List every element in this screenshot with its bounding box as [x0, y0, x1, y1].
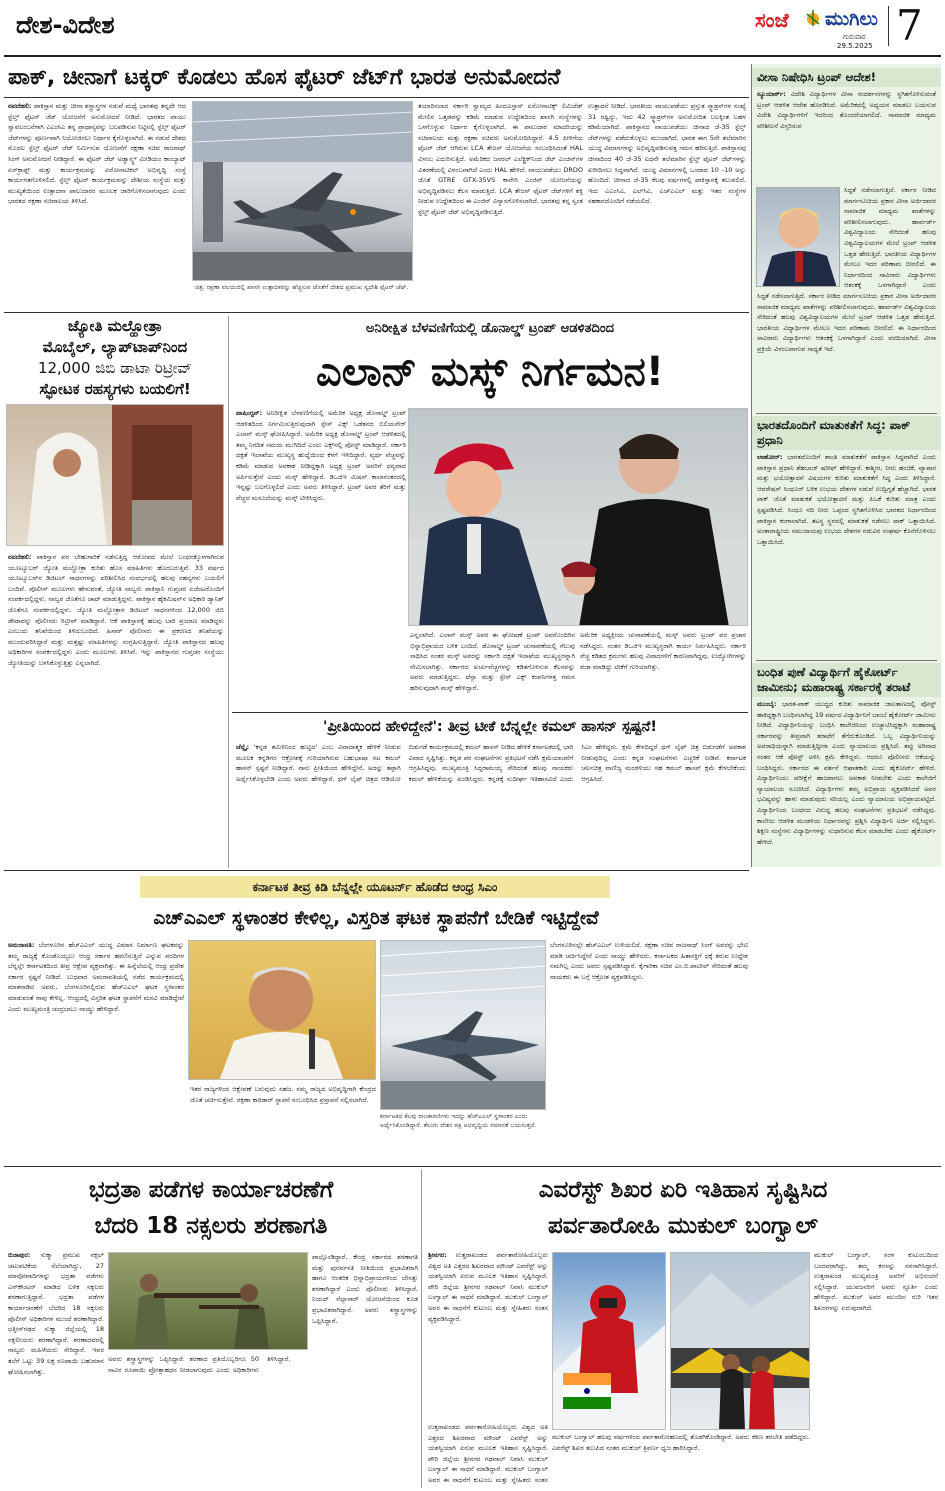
story1-dateline: ನವದೆಹಲಿ:	[8, 102, 32, 110]
story7-body-col1: ಶ್ರೀನಗರ: ಉತ್ತರಾಖಂಡದ ಪರ್ವತಾರೋಹಿಯೊಬ್ಬರು ವಿಶ್ವದ ಅತಿ ಎತ್ತರದ ಶಿಖರವಾದ ಮೌಂಟ್ ಎವರೆಸ್ಟ್ ಅನ್ನು ಯಶಸ್ವಿಯಾಗಿ ಏರುವ ಮೂಲಕ ಇತಿಹಾಸ ಸೃಷ್ಟಿಸಿದ್ದಾರೆ. ಪೌರಿ ಜಿಲ್ಲೆಯ ಶ್ರೀನಗರ ಗಢವಾಲ್ ನಿವಾಸಿ ಮುಕುಲ್ ಬಂಗ್ವಾಲ್ ಈ ಸಾಧನೆ ಮಾಡಿದ್ದಾರೆ. ಮುಕುಲ್ ಬಂಗ್ವಾಲ್ ಅವರ ಈ ಸಾಧನೆಗೆ ಕುಟುಂಬ ಮತ್ತು ಸ್ನೇಹಿತರು ಸಂತಸ ವ್ಯಕ್ತಪಡಿಸಿದ್ದಾರೆ.	[428, 1251, 548, 1323]
trump-portrait-icon	[757, 188, 840, 287]
story3-kicker: ಅನಿರೀಕ್ಷಿತ ಬೆಳವಣಿಗೆಯಲ್ಲಿ ಡೊನಾಲ್ಡ್ ಟ್ರಂಪ್ ಆಡಳಿತದಿಂದ	[365, 321, 615, 336]
section-label: ದೇಶ-ವಿದೇಶ	[16, 11, 115, 39]
jyothi-photo	[6, 404, 224, 546]
story5-body-col3: ಬೆಂಗಳೂರಿನಲ್ಲೇ ಹೆಚ್‌ಎಎಲ್ ಉಳಿಯಲಿದೆ. ರಕ್ಷಣಾ ಸಚಿವ ರಾಜನಾಥ್ ಸಿಂಗ್ ಅವರನ್ನು ಭೇಟಿ ಮಾಡಿ ಚರ್ಚಿಸಿದ್ದೇನೆ ಎಂದು ನಾಯ್ಡು ಹೇಳಿದರು. ಕರ್ನಾಟಕದ ಹಿತಾಸಕ್ತಿಗೆ ಧಕ್ಕೆ ತರುವ ಉದ್ದೇಶ ನಮಗಿಲ್ಲ ಎಂದು ಅವರು ಸ್ಪಷ್ಟಪಡಿಸಿದ್ದಾರೆ. ಕೈಗಾರಿಕಾ ಸಚಿವ ಎಂ.ಬಿ.ಪಾಟೀಲ್ ಸೇರಿದಂತೆ ಹಲವು ನಾಯಕರು ಈ ಬಗ್ಗೆ ಆಕ್ರೋಶ ವ್ಯಕ್ತಪಡಿಸಿದ್ದರು.	[550, 941, 748, 981]
story2-body: ನವದೆಹಲಿ: ಪಾಕಿಸ್ತಾನ ಪರ ಬೇಹುಗಾರಿಕೆ ನಡೆಸುತ್ತಿದ್ದ ಆರೋಪದ ಮೇಲೆ ಬಂಧನಕ್ಕೊಳಗಾಗಿರುವ ಯೂಟ್ಯೂಬರ್ ಜ್ಯೋತಿ ಮಲ್ಹೋತ್ರಾ ಕುರಿತು ಹೊಸ ಮಾಹಿತಿಗಳು ಹೊರಬರುತ್ತಿವೆ. 33 ವರ್ಷದ ಯೂಟ್ಯೂಬರ್‌ನ ಡಿಜಿಟಲ್ ಸಾಧನಗಳನ್ನು ಪರಿಶೀಲಿಸಿದ ಸಂದರ್ಭದಲ್ಲಿ ಹಲವು ರಹಸ್ಯಗಳು ಬಯಲಿಗೆ ಬಂದಿವೆ. ಪೊಲೀಸ್ ಮೂಲಗಳು ಹೇಳುವಂತೆ, ಜ್ಯೋತಿ ನಾಲ್ವರು ಪಾಕಿಸ್ತಾನಿ ಗುಪ್ತಚರ ಏಜೆಂಟರೊಂದಿಗೆ ಸಂಪರ್ಕದಲ್ಲಿದ್ದಳು. ನಾಲ್ವರ ಜೊತೆಗೂ ಚಾಟ್ ಮಾಡುತ್ತಿದ್ದಳು. ಪಾಕಿಸ್ತಾನ ಹೈಕಮಿಷನ್‌ನ ಅಧಿಕಾರಿ ಡ್ಯಾನಿಶ್ ಜೊತೆಗೂ ಸಂಪರ್ಕದಲ್ಲಿದ್ದಳು. ಜ್ಯೋತಿ ಮಲ್ಹೋತ್ರಾಳ ಡಿಜಿಟಲ್ ಸಾಧನಗಳಿಂದ 12,000 ಜಿಬಿ ಡೇಟಾವನ್ನು ಪೊಲೀಸರು ರಿಟ್ರೀವ್ ಮಾಡಿದ್ದಾರೆ. ಆಕೆ ಪಾಕಿಸ್ತಾನಕ್ಕೆ ಹಲವು ಬಾರಿ ಪ್ರಯಾಣ ಮಾಡಿದ್ದಳು ಎಂಬುದು ತನಿಖೆಯಿಂದ ತಿಳಿದುಬಂದಿದೆ. ಹಿಸಾರ್ ಪೊಲೀಸರು ಈ ಪ್ರಕರಣದ ತನಿಖೆಯನ್ನು ಮುಂದುವರಿಸಿದ್ದಾರೆ ಮತ್ತು ಮತ್ತಷ್ಟು ಮಾಹಿತಿಗಳನ್ನು ಸಂಗ್ರಹಿಸುತ್ತಿದ್ದಾರೆ. ಜ್ಯೋತಿ ಪಾಕಿಸ್ತಾನದ ಹಲವು ಅಧಿಕಾರಿಗಳ ಸಂಪರ್ಕದಲ್ಲಿದ್ದಳು ಎಂದು ಮೂಲಗಳು ತಿಳಿಸಿವೆ. ಇನ್ನು ಪಾಕಿಸ್ತಾನದ ಗುಪ್ತಚರ ಸಂಸ್ಥೆಯು ಜ್ಯೋತಿಯನ್ನು ಬಳಸಿಕೊಳ್ಳುತ್ತಿತ್ತು ಎನ್ನಲಾಗಿದೆ.	[8, 553, 224, 667]
hal-jet-icon	[381, 941, 546, 1110]
fighter-jet-photo	[192, 101, 413, 281]
story5-headline: ಎಚ್‌ಎಎಲ್ ಸ್ಥಳಾಂತರ ಕೇಳಿಲ್ಲ, ವಿಸ್ತರಿತ ಘಟಕ ಸ್ಥಾಪನೆಗೆ ಬೇಡಿಕೆ ಇಟ್ಟಿದ್ದೇವೆ	[153, 908, 599, 929]
story1-body-col3: ಉತ್ಪಾದನೆ ನೀಡಿದೆ. ಭಾರತೀಯ ವಾಯುಪಡೆಯು ಪ್ರಸ್ತುತ ಸ್ಕ್ವಾಡ್ರನ್‌ಗಳ ಸಂಖ್ಯೆ 31 ರಷ್ಟಿದ್ದು, ಇದು 42 ಸ್ಕ್ವಾಡ್ರನ್‌ಗಳ ಅನುಮೋದಿತ ಬಲಕ್ಕಿಂತ ಬಹಳ ಕಡಿಮೆಯಾಗಿದೆ. ಪಾಕಿಸ್ತಾನದ ವಾಯುಪಡೆಯು ಚೀನಾದ ಜೆ-35 ಸ್ಟೆಲ್ತ್ ಜೆಟ್‌ಗಳನ್ನು ಪಡೆದುಕೊಳ್ಳಲು ಮುಂದಾಗಿದೆ. ಭಾರತ ಈಗ 5ನೇ ತಲೆಮಾರಿನ ಯುದ್ಧ ವಿಮಾನಗಳನ್ನು ಅಭಿವೃದ್ಧಿಪಡಿಸುವತ್ತ ಗಮನ ಹರಿಸುತ್ತಿದೆ. ಪಾಕಿಸ್ತಾನವು ಚೀನಾದಿಂದ 40 ಜೆ-35 ಐದನೇ ತಲೆಮಾರಿನ ಸ್ಟೆಲ್ತ್ ಫೈಟರ್ ಜೆಟ್‌ಗಳನ್ನು ಖರೀದಿಸಲು ಸಿದ್ಧವಾಗಿದೆ. ಯುದ್ಧ ವಿಮಾನಗಳಲ್ಲಿ ಒಂದಾದ 10 -10 ಅನ್ನು ಹೊಂದಿದೆ. ಚೀನಾದ ಜೆ-35 ಕೆಲವು ವರ್ಷಗಳಲ್ಲಿ ಪಾಕಿಸ್ತಾನಕ್ಕೆ ತಲುಪಲಿದೆ. ಇದು ಎಎಂಸಿಎ, ಎಲ್‌ಸಿಎ, ಎಚ್‌ಎಎಲ್ ಮತ್ತು ಇತರ ಸಂಸ್ಥೆಗಳ ಸಹಕಾರದೊಂದಿಗೆ ನಡೆಯಲಿದೆ.	[588, 102, 746, 206]
sidebar-item3-body: ಮುಂಬೈ: ಭಾರತ-ಪಾಕ್ ಯುದ್ಧದ ಕುರಿತು ಸಾಮಾಜಿಕ ಜಾಲತಾಣದಲ್ಲಿ ಪೋಸ್ಟ್ ಹಾಕಿದ್ದಕ್ಕಾಗಿ ಬಂಧಿಸಲಾಗಿದ್ದ 19 ವರ್ಷದ ವಿದ್ಯಾರ್ಥಿನಿಗೆ ಬಾಂಬೆ ಹೈಕೋರ್ಟ್ ಜಾಮೀನು ನೀಡಿದೆ. ವಿದ್ಯಾರ್ಥಿನಿಯನ್ನು ಬಂಧಿಸಿ ಕಾಲೇಜಿನಿಂದ ಉಚ್ಚಾಟಿಸಿದ್ದಕ್ಕಾಗಿ ಮಹಾರಾಷ್ಟ್ರ ಸರ್ಕಾರವನ್ನು ತೀವ್ರವಾಗಿ ತರಾಟೆಗೆ ತೆಗೆದುಕೊಂಡಿದೆ. ಒಬ್ಬ ವಿದ್ಯಾರ್ಥಿನಿಯನ್ನು ಅಪರಾಧಿಯನ್ನಾಗಿ ಮಾಡುತ್ತಿದ್ದೀರಾ ಎಂದು ನ್ಯಾಯಾಲಯ ಪ್ರಶ್ನಿಸಿದೆ. ತಪ್ಪು ಅರಿವಾದ ನಂತರ ಆಕೆ ಪೋಸ್ಟ್ ಅಳಿಸಿ ಕ್ಷಮೆ ಕೇಳಿದ್ದಳು. ಆದರೂ ಪೊಲೀಸರು ಆಕೆಯನ್ನು ಬಂಧಿಸಿದ್ದರು. ಸರ್ಕಾರದ ಈ ವರ್ತನೆ ಆಘಾತಕಾರಿ ಎಂದು ಹೈಕೋರ್ಟ್ ಹೇಳಿದೆ. ವಿದ್ಯಾರ್ಥಿನಿಯು ಪರೀಕ್ಷೆಗೆ ಹಾಜರಾಗಲು ಅವಕಾಶ ನೀಡಬೇಕು ಎಂದು ಕಾಲೇಜಿಗೆ ನ್ಯಾಯಾಲಯ ಸೂಚಿಸಿದೆ. ವಿದ್ಯಾರ್ಥಿಗಳು ತಮ್ಮ ಅಭಿಪ್ರಾಯ ವ್ಯಕ್ತಪಡಿಸಿದರೆ ಅವರ ಭವಿಷ್ಯವನ್ನು ಹಾಳು ಮಾಡುವುದು ಸರಿಯಲ್ಲ ಎಂದು ನ್ಯಾಯಾಲಯ ಅಭಿಪ್ರಾಯಪಟ್ಟಿದೆ. ವಿದ್ಯಾರ್ಥಿನಿಯ ಬಂಧನದ ವಿರುದ್ಧ ಹಲವು ಸಂಘಟನೆಗಳು ಪ್ರತಿಭಟನೆ ನಡೆಸಿದ್ದವು. ಕಾಲೇಜು ಆಡಳಿತ ಮಂಡಳಿಯ ನಿರ್ಧಾರವನ್ನು ಪ್ರಶ್ನಿಸಿ ವಿದ್ಯಾರ್ಥಿನಿ ಅರ್ಜಿ ಸಲ್ಲಿಸಿದ್ದಳು. ಶಿಕ್ಷಣ ಸಂಸ್ಥೆಗಳು ವಿದ್ಯಾರ್ಥಿಗಳನ್ನು ಸುಧಾರಿಸುವ ಕೆಲಸ ಮಾಡಬೇಕು ಎಂದು ಹೈಕೋರ್ಟ್ ಹೇಳಿದೆ.	[757, 700, 936, 846]
trump-photo	[756, 187, 840, 287]
sidebar-item2-headline: ಭಾರತದೊಂದಿಗೆ ಮಾತುಕತೆಗೆ ಸಿದ್ಧ: ಪಾಕ್ ಪ್ರಧಾನಿ	[752, 416, 941, 450]
sidebar-item1-body: ನ್ಯೂಯಾರ್ಕ್: ವಿದೇಶಿ ವಿದ್ಯಾರ್ಥಿಗಳ ವೀಸಾ ಸಂದರ್ಶನಗಳನ್ನು ಸ್ಥಗಿತಗೊಳಿಸುವಂತೆ ಟ್ರಂಪ್ ಆಡಳಿತ ಆದೇಶ ಹೊರಡಿಸಿದೆ. ಅಮೆರಿಕದಲ್ಲಿ ಅಧ್ಯಯನ ಮಾಡಲು ಬಯಸುವ ವಿದೇಶಿ ವಿದ್ಯಾರ್ಥಿಗಳಿಗೆ ಇದರಿಂದ ತೊಂದರೆಯಾಗಲಿದೆ. ಸಾಮಾಜಿಕ ಮಾಧ್ಯಮ ಪರಿಶೀಲನೆ ವಿಸ್ತರಿಸುವ	[757, 90, 936, 130]
story1-body-col2: ತಯಾರಿಸಲಾದ ಸರ್ಕಾರಿ ಸ್ವಾಮ್ಯದ ಹಿಂದೂಸ್ತಾನ್ ಏರೋನಾಟಿಕ್ಸ್ ಲಿಮಿಟೆಡ್ ಮೇಲಿನ ಒತ್ತಡವನ್ನು ಕಡಿಮೆ ಮಾಡುವ ಉದ್ದೇಶದಿಂದ ಖಾಸಗಿ ಸಂಸ್ಥೆಗಳನ್ನು ಒಳಗೊಳ್ಳುವ ನಿರ್ಧಾರ ಕೈಗೊಳ್ಳಲಾಗಿದೆ. ಈ ಪಾಲುದಾರ ಮಾದರಿಯನ್ನು ಸಚಿವಾಲಯ ಮತ್ತು ರಕ್ಷಣಾ ಸಚಿವರು ಅನುಮೋದಿಸಿದ್ದಾರೆ. 4.5 ಪೀಳಿಗೆಯ ಫೈಟರ್ ಜೆಟ್ ಆಗಿರುವ LCA ತೇಜಸ್ ಯೋಜನೆಯ ಸಂಬಂಧಿಸಿದಂತೆ HAL ವಿಳಂಬ ಎದುರಿಸುತ್ತಿದೆ. ಅಮೆರಿಕದ ಜನರಲ್ ಎಲೆಕ್ಟ್ರಿಕ್‌ನಿಂದ ಜೆಟ್ ಎಂಜಿನ್‌ಗಳ ವಿತರಣೆಯಲ್ಲಿ ವಿಳಂಬವಾಗಿದೆ ಎಂದು HAL ಹೇಳಿದೆ. ವಾಯುಪಡೆಯು DRDO ಜೊತೆ GTRE GTX-35VS ಕಾವೇರಿ ಎಂಜಿನ್ ಯೋಜನೆಯನ್ನು ಅಭಿವೃದ್ಧಿಪಡಿಸಲು ಕೆಲಸ ಮಾಡುತ್ತಿದೆ. LCA ತೇಜಸ್ ಫೈಟರ್ ಜೆಟ್‌ಗಳಿಗೆ ಶಕ್ತಿ ನೀಡುವ ಉದ್ದೇಶದಿಂದ ಈ ಎಂಜಿನ್ ವಿನ್ಯಾಸಗೊಳಿಸಲಾಗಿದೆ. ಭಾರತವು ತನ್ನ ಸ್ವಂತ ಸ್ಟೆಲ್ತ್ ಫೈಟರ್ ಜೆಟ್ ಅಭಿವೃದ್ಧಿಪಡಿಸುತ್ತಿದೆ.	[418, 102, 583, 216]
story3-body-col2: ಎನ್ನಲಾಗಿದೆ. ಎಲಾನ್ ಮಸ್ಕ್ ಅವರ ಈ ಘೋಷಣೆ ಟ್ರಂಪ್ ಅವರೊಂದಿಗಿನ ಭಿನ್ನಾಭಿಪ್ರಾಯದ ಬಳಿಕ ಬಂದಿದೆ. ಡೊನಾಲ್ಡ್ ಟ್ರಂಪ್ ಚುನಾವಣೆಯಲ್ಲಿ ಗೆಲುವು ಸಾಧಿಸಿದ ನಂತರ ಮಸ್ಕ್ ಅವರನ್ನು ಸರ್ಕಾರಿ ದಕ್ಷತೆ ಇಲಾಖೆಯ ಮುಖ್ಯಸ್ಥರನ್ನಾಗಿ ನೇಮಿಸಲಾಗಿತ್ತು. ಸರ್ಕಾರದ ಖರ್ಚುವೆಚ್ಚಗಳನ್ನು ಕಡಿತಗೊಳಿಸುವ ಕೆಲಸವನ್ನು ಅವರು ಮಾಡುತ್ತಿದ್ದರು. ಟೆಸ್ಲಾ ಮತ್ತು ಸ್ಪೇಸ್ ಎಕ್ಸ್ ಕಂಪನಿಗಳತ್ತ ಗಮನ ಹರಿಸುವುದಾಗಿ ಮಸ್ಕ್ ಹೇಳಿದ್ದಾರೆ.	[410, 631, 575, 692]
chandrababu-photo	[188, 940, 376, 1080]
story4-body: ಚೆನ್ನೈ: 'ಕನ್ನಡ ತಮಿಳಿನಿಂದ ಹುಟ್ಟಿದ' ಎಂಬ ವಿವಾದಾತ್ಮಕ ಹೇಳಿಕೆ ನೀಡುವ ಮೂಲಕ ಕನ್ನಡಿಗರ ಆಕ್ರೋಶಕ್ಕೆ ಗುರಿಯಾಗಿರುವ ಬಹುಭಾಷಾ ನಟ ಕಮಲ್ ಹಾಸನ್ ಸ್ಪಷ್ಟನೆ ನೀಡಿದ್ದಾರೆ. ನಾನು ಪ್ರೀತಿಯಿಂದ ಹೇಳಿದ್ದೇನೆ, ಅದನ್ನು ತಪ್ಪಾಗಿ ಅರ್ಥೈಸಿಕೊಳ್ಳಬೇಡಿ ಎಂದು ಅವರು ಹೇಳಿದ್ದಾರೆ. ಥಗ್ ಲೈಫ್ ಚಿತ್ರದ ಆಡಿಯೋ ಬಿಡುಗಡೆ ಕಾರ್ಯಕ್ರಮದಲ್ಲಿ ಕಮಲ್ ಹಾಸನ್ ನೀಡಿದ ಹೇಳಿಕೆ ಕರ್ನಾಟಕದಲ್ಲಿ ಭಾರಿ ವಿವಾದ ಸೃಷ್ಟಿಸಿತ್ತು. ಕನ್ನಡ ಪರ ಸಂಘಟನೆಗಳು ಪ್ರತಿಭಟನೆ ನಡೆಸಿ ಕ್ಷಮೆಯಾಚನೆಗೆ ಆಗ್ರಹಿಸಿದ್ದವು. ಮುಖ್ಯಮಂತ್ರಿ ಸಿದ್ದರಾಮಯ್ಯ ಸೇರಿದಂತೆ ಹಲವು ನಾಯಕರು ಕಮಲ್ ಹೇಳಿಕೆಯನ್ನು ಖಂಡಿಸಿದ್ದರು. ಕನ್ನಡಕ್ಕೆ ಸುದೀರ್ಘ ಇತಿಹಾಸವಿದೆ ಎಂದು ಸಿಎಂ ಹೇಳಿದ್ದರು. ಕ್ಷಮೆ ಕೇಳದಿದ್ದರೆ ಥಗ್ ಲೈಫ್ ಚಿತ್ರ ಬಿಡುಗಡೆಗೆ ಅವಕಾಶ ನೀಡುವುದಿಲ್ಲ ಎಂದು ಕನ್ನಡ ಸಂಘಟನೆಗಳು ಎಚ್ಚರಿಕೆ ನೀಡಿವೆ. ಕರ್ನಾಟಕ ಚಲನಚಿತ್ರ ವಾಣಿಜ್ಯ ಮಂಡಳಿಯು ಸಹ ಕಮಲ್ ಹಾಸನ್ ಕ್ಷಮೆ ಕೇಳಬೇಕೆಂದು ಆಗ್ರಹಿಸಿದೆ.	[236, 743, 746, 783]
story1-photo-caption: ಚಿತ್ರ: ರಕ್ಷಣಾ ವಲಯದಲ್ಲಿ ಖಾಸಗಿ ಉತ್ಪಾದಕರನ್ನು ಹೆಚ್ಚಿಸುವ ಜೊತೆಗೆ ದೇಶದ ಪ್ರಮುಖ ಸ್ವದೇಶಿ ಫೈಟರ್ ಜೆಟ್.	[195, 284, 409, 291]
trump-musk-photo	[408, 408, 748, 626]
soldiers-icon	[109, 1253, 308, 1350]
hal-jet-photo	[380, 940, 546, 1110]
story1-body-col1: ನವದೆಹಲಿ: ಪಾಕಿಸ್ತಾನ ಮತ್ತು ಚೀನಾ ಶಸ್ತ್ರಾಸ್ತ್ರಗಳ ನಡುವೆ ಮಧ್ಯೆ ಭಾರತವು ತನ್ನದೇ ಆದ ಸ್ಟೆಲ್ತ್ ಫೈಟರ್ ಜೆಟ್ ಯೋಜನೆಗೆ ಅನುಮೋದನೆ ನೀಡಿದೆ. ಭಾರತದ ವಾಯು ಸ್ವಾವಲಂಬನೆಗಾಗಿ ಎಎಂಸಿಎ ತನ್ನ ಪ್ರಾಥಾನ್ಯವನ್ನು ಬಲಪಡಿಸುವ ನಿಟ್ಟಿನಲ್ಲಿ ಸ್ಟೆಲ್ತ್ ಫೈಟರ್ ಜೆಟ್‌ಗಳನ್ನು ಪೂರ್ಣವಾಗಿ ನಿಯೋಜಿಸಲು ನಿರ್ಧಾರ ಕೈಗೊಳ್ಳಲಾಗಿದೆ. ಈ ನಡುವೆ ದೇಶದ ಮೊದಲ ಸ್ಟೆಲ್ತ್ ಫೈಟರ್ ಜೆಟ್ ನಿರ್ಮಿಸುವ ಯೋಜನೆಗೆ ರಕ್ಷಣಾ ಸಚಿವ ರಾಜನಾಥ್ ಸಿಂಗ್ ಅನುಮೋದನೆ ನೀಡಿದ್ದಾರೆ. ಈ ಫೈಟರ್ ಜೆಟ್ ಅಡ್ವಾನ್ಸ್ಡ್ ಮೀಡಿಯಂ ಕಾಂಬ್ಯಾಟ್ ಏರ್‌ಕ್ರಾಫ್ಟ್ ಮತ್ತು ಕಾರ್ಯಕ್ರಮವನ್ನು ಏರೋನಾಟಿಕಲ್ ಅಭಿವೃದ್ಧಿ ಸಂಸ್ಥೆ ಕಾರ್ಯಗತಗೊಳಿಸಲಿದೆ. ಸ್ಟೆಲ್ತ್ ಫೈಟರ್ ಕಾರ್ಯಕ್ರಮವನ್ನು ದೇಶೀಯ ಸಂಸ್ಥೆಯ ಮತ್ತು ಮುಖ್ಯತೆಯಿಂದ ಉತ್ಪಾದನಾ ಪಾಲುದಾರರ ಮೂಲಕ ಜಾರಿಗೊಳಿಸಲಾಗುವುದು ಎಂದು ಭಾರತದ ರಕ್ಷಣಾ ಸಚಿವಾಲಯ ತಿಳಿಸಿದೆ.	[8, 102, 186, 206]
sidebar-item1-body-cont: ಸಿದ್ಧತೆ ನಡೆಸಲಾಗುತ್ತಿದೆ. ಸರ್ಕಾರ ನೀಡಿದ ಮಾರ್ಗಸೂಚಿಯ ಪ್ರಕಾರ ವೀಸಾ ಅರ್ಜಿದಾರರ ಸಾಮಾಜಿಕ ಮಾಧ್ಯಮ ಖಾತೆಗಳನ್ನು ಪರಿಶೀಲಿಸಲಾಗುವುದು. ಹಾರ್ವರ್ಡ್ ವಿಶ್ವವಿದ್ಯಾಲಯ ಸೇರಿದಂತೆ ಹಲವು ವಿಶ್ವವಿದ್ಯಾಲಯಗಳ ಮೇಲೆ ಟ್ರಂಪ್ ಆಡಳಿತ ಒತ್ತಡ ಹೇರುತ್ತಿದೆ. ಭಾರತೀಯ ವಿದ್ಯಾರ್ಥಿಗಳ ಮೇಲೂ ಇದರ ಪರಿಣಾಮ ಬೀರಲಿದೆ. ಈ ನಿರ್ಧಾರದಿಂದ ಸಾವಿರಾರು ವಿದ್ಯಾರ್ಥಿಗಳು ಆತಂಕಕ್ಕೆ ಒಳಗಾಗಿದ್ದಾರೆ ಎಂದು ವರದಿಯಾಗಿದೆ. ವೀಸಾ ಪ್ರಕ್ರಿಯೆ ವಿಳಂಬವಾಗುವ ಸಾಧ್ಯತೆ ಇದೆ.	[757, 292, 936, 353]
story3-headline: ಎಲಾನ್ ಮಸ್ಕ್ ನಿರ್ಗಮನ!	[316, 349, 664, 395]
story7-headline: ಎವರೆಸ್ಟ್ ಶಿಖರ ಏರಿ ಇತಿಹಾಸ ಸೃಷ್ಟಿಸಿದ ಪರ್ವತಾರೋಹಿ ಮುಕುಲ್ ಬಂಗ್ವಾಲ್	[538, 1177, 828, 1239]
story7-body-col2: ಮುಕುಲ್ ಬಂಗ್ವಾಲ್ ಹಲವು ವರ್ಷಗಳಿಂದ ಪರ್ವತಾರೋಹಣದಲ್ಲಿ ತೊಡಗಿಕೊಂಡಿದ್ದಾರೆ. ಅವರು ಕಠಿಣ ತರಬೇತಿ ಪಡೆದಿದ್ದರು. ಎವರೆಸ್ಟ್ ಶಿಖರ ತಲುಪಿದ ನಂತರ ಮುಕುಲ್ ತ್ರಿವರ್ಣ ಧ್ವಜ ಹಾರಿಸಿದ್ದಾರೆ.	[552, 1433, 810, 1452]
story4-headline: 'ಪ್ರೀತಿಯಿಂದ ಹೇಳಿದ್ದೇನೆ': ತೀವ್ರ ಟೀಕೆ ಬೆನ್ನಲ್ಲೇ ಕಮಲ್ ಹಾಸನ್ ಸ್ಪಷ್ಟನೆ!	[323, 719, 657, 735]
story3-body-col1: ವಾಷಿಂಗ್ಟನ್: ಅನಿರೀಕ್ಷಿತ ಬೆಳವಣಿಗೆಯಲ್ಲಿ ಅಮೆರಿಕ ಅಧ್ಯಕ್ಷ ಡೊನಾಲ್ಡ್ ಟ್ರಂಪ್ ಆಡಳಿತದಿಂದ ನಿರ್ಗಮಿಸುತ್ತಿರುವುದಾಗಿ ಸ್ಪೇಸ್ ಎಕ್ಸ್ ಒಡೆತನದ ಬಿಲಿಯನೇರ್ ಎಲಾನ್ ಮಸ್ಕ್ ಘೋಷಿಸಿದ್ದಾರೆ. ಅಮೆರಿಕ ಅಧ್ಯಕ್ಷ ಡೊನಾಲ್ಡ್ ಟ್ರಂಪ್ ಆಡಳಿತದಲ್ಲಿ ತಮ್ಮ ನಿಗದಿತ ಸಮಯ ಮುಗಿದಿದೆ ಎಂದು ಎಕ್ಸ್‌ನಲ್ಲಿ ಪೋಸ್ಟ್ ಮಾಡಿದ್ದಾರೆ. ಸರ್ಕಾರಿ ದಕ್ಷತೆ ಇಲಾಖೆಯ ಮುಖ್ಯಸ್ಥ ಹುದ್ದೆಯಿಂದ ಕೆಳಗೆ ಇಳಿದಿದ್ದಾರೆ. ವ್ಯರ್ಥ ವೆಚ್ಚವನ್ನು ಕಡಿಮೆ ಮಾಡುವ ಅವಕಾಶ ನೀಡಿದ್ದಕ್ಕಾಗಿ ಅಧ್ಯಕ್ಷ ಟ್ರಂಪ್ ಅವರಿಗೆ ಧನ್ಯವಾದ ಅರ್ಪಿಸುತ್ತೇನೆ ಎಂದು ಮಸ್ಕ್ ಹೇಳಿದ್ದಾರೆ. ಡಿಒಜಿಇ ಮಿಷನ್ ಕಾಲಾನಂತರದಲ್ಲಿ ಇನ್ನಷ್ಟು ಬಲಗೊಳ್ಳಲಿದೆ ಎಂದು ಅವರು ತಿಳಿಸಿದ್ದಾರೆ. ಟ್ರಂಪ್ ಅವರ ತೆರಿಗೆ ಮತ್ತು ವೆಚ್ಚದ ಮಸೂದೆಯನ್ನು ಮಸ್ಕ್ ಟೀಕಿಸಿದ್ದರು.	[236, 409, 406, 502]
everest-camp-photo	[670, 1252, 810, 1430]
story5-photo-caption: ಕರ್ನಾಟಕದ ಕೆಲವು ರಾಜಕಾರಣಿಗಳು ಇದನ್ನು ಹೆಚ್‌ಎಎಲ್ ಸ್ಥಳಾಂತರ ಎಂದು ಅರ್ಥೈಸಿಕೊಂಡಿದ್ದಾರೆ. ತೆಲುಗು ದೇಶಂ ಪಕ್ಷ ಅಭಿವೃದ್ಧಿಯ ಸಮಾನತೆ ಬಯಸುತ್ತದೆ.	[380, 1113, 537, 1129]
issue-date: 29.5.2025	[837, 42, 873, 50]
naxal-photo	[108, 1252, 308, 1350]
story5-body-col1: ಅಮರಾವತಿ: ಬೆಂಗಳೂರಿನ ಹೆಚ್‌ಎಎಲ್ ಯುದ್ಧ ವಿಮಾನ ನಿರ್ಮಾಣ ಘಟಕವನ್ನು ತಮ್ಮ ರಾಜ್ಯಕ್ಕೆ ಕೊಂಡೊಯ್ಯಲು ಆಂಧ್ರ ಸರ್ಕಾರ ಹವಣಿಸುತ್ತಿದೆ ಎನ್ನುವ ವರದಿಗಳ ಬೆನ್ನಲ್ಲೇ ಕರ್ನಾಟಕದಿಂದ ತೀವ್ರ ಆಕ್ಷೇಪ ವ್ಯಕ್ತವಾಗಿತ್ತು. ಈ ಹಿನ್ನೆಲೆಯಲ್ಲಿ ಆಂಧ್ರ ಪ್ರದೇಶ ಸರ್ಕಾರ ಸ್ಪಷ್ಟನೆ ನೀಡಿದೆ. ಬುಧವಾರ ಅಮರಾವತಿಯಲ್ಲಿ ನಡೆದ ಕಾರ್ಯಕ್ರಮದಲ್ಲಿ ಮಾತನಾಡಿದ ಅವರು, ಬೆಂಗಳೂರಿನಲ್ಲಿರುವ ಹೆಚ್‌ಎಎಲ್ ಘಟಕ ಸ್ಥಳಾಂತರ ಮಾಡುವಂತೆ ನಾವು ಕೇಳಿಲ್ಲ. ಆಂಧ್ರದಲ್ಲಿ ವಿಸ್ತರಿತ ಘಟಕ ಸ್ಥಾಪನೆಗೆ ಮನವಿ ಮಾಡಿದ್ದೇವೆ ಎಂದು ಮುಖ್ಯಮಂತ್ರಿ ಚಂದ್ರಬಾಬು ನಾಯ್ಡು ಹೇಳಿದ್ದಾರೆ.	[8, 941, 184, 1013]
page-number: 7	[896, 1, 923, 50]
sidebar-item1-body-right: ಸಿದ್ಧತೆ ನಡೆಸಲಾಗುತ್ತಿದೆ. ಸರ್ಕಾರ ನೀಡಿದ ಮಾರ್ಗಸೂಚಿಯ ಪ್ರಕಾರ ವೀಸಾ ಅರ್ಜಿದಾರರ ಸಾಮಾಜಿಕ ಮಾಧ್ಯಮ ಖಾತೆಗಳನ್ನು ಪರಿಶೀಲಿಸಲಾಗುವುದು. ಹಾರ್ವರ್ಡ್ ವಿಶ್ವವಿದ್ಯಾಲಯ ಸೇರಿದಂತೆ ಹಲವು ವಿಶ್ವವಿದ್ಯಾಲಯಗಳ ಮೇಲೆ ಟ್ರಂಪ್ ಆಡಳಿತ ಒತ್ತಡ ಹೇರುತ್ತಿದೆ. ಭಾರತೀಯ ವಿದ್ಯಾರ್ಥಿಗಳ ಮೇಲೂ ಇದರ ಪರಿಣಾಮ ಬೀರಲಿದೆ. ಈ ನಿರ್ಧಾರದಿಂದ ಸಾವಿರಾರು ವಿದ್ಯಾರ್ಥಿಗಳು ಆತಂಕಕ್ಕೆ ಒಳಗಾಗಿದ್ದಾರೆ ಎಂದು	[844, 186, 936, 289]
sidebar-item2-body: ಲಾಹೋರ್: ಭಾರತದೊಂದಿಗೆ ಶಾಂತಿ ಮಾತುಕತೆಗೆ ಪಾಕಿಸ್ತಾನ ಸಿದ್ಧವಾಗಿದೆ ಎಂದು ಪಾಕಿಸ್ತಾನ ಪ್ರಧಾನಿ ಶೆಹಬಾಜ್ ಷರೀಫ್ ಹೇಳಿದ್ದಾರೆ. ಕಾಶ್ಮೀರ, ನೀರು ಹಂಚಿಕೆ, ವ್ಯಾಪಾರ ಮತ್ತು ಭಯೋತ್ಪಾದನೆ ವಿಷಯಗಳ ಕುರಿತು ಮಾತುಕತೆಗೆ ಸಿದ್ಧ ಎಂದು ತಿಳಿಸಿದ್ದಾರೆ. ಆಪರೇಷನ್ ಸಿಂಧೂರ್ ಬಳಿಕ ಉಭಯ ದೇಶಗಳ ನಡುವೆ ಉದ್ವಿಗ್ನತೆ ಹೆಚ್ಚಾಗಿದೆ. ಭಾರತ ಪಾಕ್ ಜೊತೆ ಮಾತುಕತೆ ಭಯೋತ್ಪಾದನೆ ಮತ್ತು ಪಿಒಕೆ ಕುರಿತು ಮಾತ್ರ ಎಂದು ಸ್ಪಷ್ಟಪಡಿಸಿದೆ. ಸಿಂಧೂ ನದಿ ನೀರು ಒಪ್ಪಂದ ಸ್ಥಗಿತಗೊಳಿಸಿದ ಭಾರತದ ನಿರ್ಧಾರದಿಂದ ಪಾಕಿಸ್ತಾನ ಕಂಗಾಲಾಗಿದೆ. ತಟಸ್ಥ ಸ್ಥಳದಲ್ಲಿ ಮಾತುಕತೆ ನಡೆಸಲು ಪಾಕ್ ಒತ್ತಾಯಿಸಿದೆ. ಅಂತಾರಾಷ್ಟ್ರೀಯ ಸಮುದಾಯವು ಉಭಯ ದೇಶಗಳ ನಡುವಿನ ಸಂಘರ್ಷ ಕೊನೆಗೊಳಿಸಲು ಒತ್ತಾಯಿಸಿದೆ.	[757, 453, 936, 546]
story7-body-col1-cont: ಉತ್ತರಾಖಂಡದ ಪರ್ವತಾರೋಹಿಯೊಬ್ಬರು ವಿಶ್ವದ ಅತಿ ಎತ್ತರದ ಶಿಖರವಾದ ಮೌಂಟ್ ಎವರೆಸ್ಟ್ ಅನ್ನು ಯಶಸ್ವಿಯಾಗಿ ಏರುವ ಮೂಲಕ ಇತಿಹಾಸ ಸೃಷ್ಟಿಸಿದ್ದಾರೆ. ಪೌರಿ ಜಿಲ್ಲೆಯ ಶ್ರೀನಗರ ಗಢವಾಲ್ ನಿವಾಸಿ ಮುಕುಲ್ ಬಂಗ್ವಾಲ್ ಈ ಸಾಧನೆ ಮಾಡಿದ್ದಾರೆ. ಮುಕುಲ್ ಬಂಗ್ವಾಲ್ ಅವರ ಈ ಸಾಧನೆಗೆ ಕುಟುಂಬ ಮತ್ತು ಸ್ನೇಹಿತರು ಸಂತಸ	[428, 1423, 548, 1484]
story3-body-col3: ಅಮೆರಿಕ ಅಧ್ಯಕ್ಷೀಯ ಚುನಾವಣೆಯಲ್ಲಿ ಮಸ್ಕ್ ಅವರು ಟ್ರಂಪ್ ಪರ ಪ್ರಚಾರ ನಡೆಸಿದ್ದರು. ನಂತರ ಡಿಒಜಿಇ ಮುಖ್ಯಸ್ಥರಾಗಿ ಕಾರ್ಯ ನಿರ್ವಹಿಸಿದ್ದರು. ಸರ್ಕಾರಿ ವೆಚ್ಚ ಕಡಿತದ ಕ್ರಮಗಳು ಹಲವು ವಿವಾದಗಳಿಗೆ ಕಾರಣವಾಗಿದ್ದವು. ಉದ್ಯೋಗಿಗಳನ್ನು ವಜಾ ಮಾಡಿದ್ದು ಟೀಕೆಗೆ ಗುರಿಯಾಗಿತ್ತು.	[580, 631, 746, 671]
story6-headline: ಭದ್ರತಾ ಪಡೆಗಳ ಕಾರ್ಯಾಚರಣೆಗೆ ಬೆದರಿ 18 ನಕ್ಸಲರು ಶರಣಾಗತಿ	[88, 1177, 334, 1239]
story2-headline: ಜ್ಯೋತಿ ಮಲ್ಹೋತ್ರಾ ಮೊಬೈಲ್, ಲ್ಯಾಪ್‌ಟಾಪ್‌ನಿಂದ 12,000 ಜಿಬಿ ಡಾಟಾ ರಿಟ್ರೀವ್ ಸ್ಫೋಟಕ ರಹಸ್ಯಗಳು ಬಯಲಿಗೆ!	[37, 317, 193, 398]
base-camp-icon	[671, 1253, 810, 1430]
story5-kicker: ಕರ್ನಾಟಕ ತೀವ್ರ ಕಿಡಿ ಬೆನ್ನಲ್ಲೇ ಯೂಟರ್ನ್ ಹೊಡೆದ ಆಂಧ್ರ ಸಿಎಂ	[140, 876, 610, 898]
logo	[755, 6, 885, 50]
sidebar-item1-headline: ವೀಸಾ ನಿಷೇಧಿಸಿ ಟ್ರಂಪ್ ಆದೇಶ!	[752, 68, 941, 87]
everest-summit-photo	[552, 1252, 666, 1430]
issue-day: ಗುರುವಾರ	[843, 33, 866, 41]
story6-body-col2: ಪಾಲ್ಗೊಂಡಿದ್ದಾರೆ. ಕೇಂದ್ರ ಸರ್ಕಾರದ ಶರಣಾಗತಿ ಮತ್ತು ಪುನರ್ವಸತಿ ನೀತಿಯಿಂದ ಪ್ರಭಾವಿತರಾಗಿ ಹಾಗೂ ಆಂತರಿಕ ಭಿನ್ನಾಭಿಪ್ರಾಯಗಳಿಂದ ಬೇಸತ್ತು ಶರಣಾಗಿದ್ದಾರೆ ಎಂದು ಪೊಲೀಸರು ತಿಳಿಸಿದ್ದಾರೆ. ನಿಯದ್ ನೆಲ್ಲಾನಾರ್ ಯೋಜನೆಯಿಂದ ಕೂಡ ಪ್ರಭಾವಿತರಾಗಿದ್ದಾರೆ. ಅವರು ಶಸ್ತ್ರಾಸ್ತ್ರಗಳನ್ನು ಒಪ್ಪಿಸಿದ್ದಾರೆ.	[312, 1253, 418, 1325]
sidebar	[751, 64, 941, 867]
story1-headline: ಪಾಕ್, ಚೀನಾಗೆ ಟಕ್ಕರ್ ಕೊಡಲು ಹೊಸ ಫೈಟರ್ ಜೆಟ್‌ಗೆ ಭಾರತ ಅನುಮೋದನೆ	[8, 65, 561, 90]
sidebar-item3-headline: ಬಂಧಿತ ಪುಣೆ ವಿದ್ಯಾರ್ಥಿಗೆ ಹೈಕೋರ್ಟ್ ಜಾಮೀನು; ಮಹಾರಾಷ್ಟ್ರ ಸರ್ಕಾರಕ್ಕೆ ತರಾಟೆ	[752, 663, 941, 697]
story6-body-col1: ಬಿಜಾಪುರ: ಸುಕ್ಮಾ ಪ್ರಮುಖ ನಕ್ಸಲ್ ಚಟುವಟಿಕೆಯ ನೆಲೆಯಾಗಿದ್ದು, 27 ಮಾವೋವಾದಿಗಳನ್ನು ಭದ್ರತಾ ಪಡೆಗಳು ಎನ್‌ಕೌಂಟರ್ ಮಾಡಿದ ಬಳಿಕ ನಕ್ಸಲರು ಶರಣಾಗುತ್ತಿದ್ದಾರೆ. ಭದ್ರತಾ ಪಡೆಗಳ ಕಾರ್ಯಾಚರಣೆಗೆ ಬೆದರಿದ 18 ನಕ್ಸಲರು ಪೊಲೀಸ್ ಅಧಿಕಾರಿಗಳ ಮುಂದೆ ಶರಣಾಗಿದ್ದಾರೆ. ಛತ್ತೀಸ್‌ಗಢದ ಸುಕ್ಮಾ ಜಿಲ್ಲೆಯಲ್ಲಿ 18 ನಕ್ಸಲೀಯರು ಶರಣಾಗಿದ್ದಾರೆ. ಶರಣಾದವರಲ್ಲಿ ನಾಲ್ವರು ಮಹಿಳೆಯರು ಸೇರಿದ್ದಾರೆ. ಇವರ ತಲೆಗೆ ಒಟ್ಟು 39 ಲಕ್ಷ ರೂಪಾಯಿ ಬಹುಮಾನ ಘೋಷಿಸಲಾಗಿತ್ತು.	[8, 1251, 104, 1376]
fighter-jet-icon	[193, 102, 413, 281]
portrait-icon	[7, 405, 224, 546]
story6-body-col3: ಅವರು ಶಸ್ತ್ರಾಸ್ತ್ರಗಳನ್ನು ಒಪ್ಪಿಸಿದ್ದಾರೆ. ಶರಣಾದ ಪ್ರತಿಯೊಬ್ಬರಿಗೂ 50 ಸಾವಿರ ರೂಪಾಯಿ ಪ್ರೋತ್ಸಾಹಧನ ನೀಡಲಾಗುವುದು ಎಂದು ಅಧಿಕಾರಿಗಳು ತಿಳಿಸಿದ್ದಾರೆ.	[108, 1355, 291, 1374]
sun-palm-logo-icon	[803, 8, 823, 28]
logo-part-1: ಸಂಜೆ	[755, 8, 789, 32]
story5-body-col2: ಇತರ ರಾಜ್ಯಗಳಿಂದ ಆಕ್ಷೇಪಣೆ ಬರುವುದು ಸಹಜ. ನಮ್ಮ ರಾಜ್ಯದ ಅಭಿವೃದ್ಧಿಗಾಗಿ ಕೇಂದ್ರದ ಜೊತೆ ಚರ್ಚಿಸುತ್ತೇವೆ. ರಕ್ಷಣಾ ಕಾರಿಡಾರ್ ಸ್ಥಾಪನೆ ಸಂಬಂಧಿಸಿದ ಪ್ರಸ್ತಾವನೆ ಸಲ್ಲಿಸಲಾಗಿದೆ.	[190, 1085, 376, 1104]
chandrababu-portrait-icon	[189, 941, 376, 1080]
story7-body-col3: ಮುಕುಲ್ ಬಂಗ್ವಾಲ್, ಸರಳ ಕುಟುಂಬದಿಂದ ಬಂದವರಾಗಿದ್ದು, ತಮ್ಮ ಕನಸನ್ನು ನನಸಾಗಿಸಿದ್ದಾರೆ. ಉತ್ತರಾಖಂಡ ಮುಖ್ಯಮಂತ್ರಿ ಅವರಿಗೆ ಅಭಿನಂದನೆ ಸಲ್ಲಿಸಿದ್ದಾರೆ. ಯುವಜನರಿಗೆ ಅವರು ಸ್ಫೂರ್ತಿ ಎಂದು ಹೇಳಿದ್ದಾರೆ. ಮುಕುಲ್ ಅವರ ಮುಂದಿನ ಗುರಿ ಇತರ ಶಿಖರಗಳನ್ನು ಏರುವುದಾಗಿದೆ.	[814, 1251, 938, 1312]
climber-flag-icon	[553, 1253, 666, 1430]
trump-musk-icon	[409, 409, 748, 626]
logo-part-2: ಮುಗಿಲು	[825, 8, 878, 30]
